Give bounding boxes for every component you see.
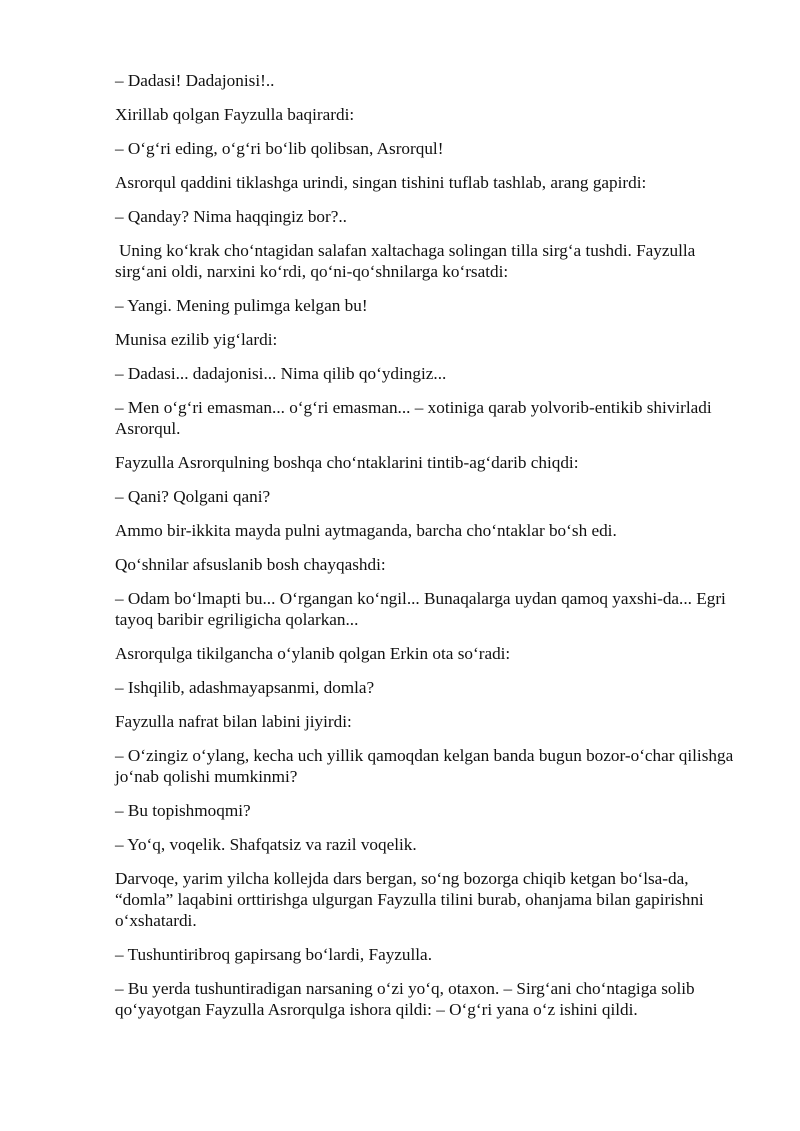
paragraph-5: – Qanday? Nima haqqingiz bor?.. [115,207,347,226]
paragraph-17: – Ishqilib, adashmayapsanmi, domla? [115,678,375,697]
paragraph-20: – Bu topishmoqmi? [115,801,251,820]
paragraph-4: Asrorqul qaddini tiklashga urindi, singan tishini tuflab tashlab, arang gapirdi: [115,173,647,192]
paragraph-1: – Dadasi! Dadajonisi!.. [115,71,275,90]
paragraph-9: – Dadasi... dadajonisi... Nima qilib qo‘ydingiz... [115,364,447,383]
paragraph-24: – Bu yerda tushuntiradigan narsaning o‘zi yo‘q, otaxon. – Sirg‘ani cho‘ntagiga solib qo‘yayotgan Fayzulla Asrorqulga ishora qildi: – O‘g‘ri yana o‘z ishini qildi. [115,979,695,1019]
paragraph-3: – O‘g‘ri eding, o‘g‘ri bo‘lib qolibsan, Asrorqul! [115,139,444,158]
paragraph-21: – Yo‘q, voqelik. Shafqatsiz va razil voqelik. [115,835,417,854]
paragraph-22: Darvoqe, yarim yilcha kollejda dars bergan, so‘ng bozorga chiqib ketgan bo‘lsa-da, “domla” laqabini orttirishga ulgurgan Fayzulla tilini burab, ohanjama bilan gapirishni o‘xshatardi. [115,869,704,930]
paragraph-13: Ammo bir-ikkita mayda pulni aytmaganda, barcha cho‘ntaklar bo‘sh edi. [115,521,617,540]
document-body [115,70,745,1033]
paragraph-15: – Odam bo‘lmapti bu... O‘rgangan ko‘ngil... Bunaqalarga uydan qamoq yaxshi-da... Egri tayoq baribir egriligicha qolarkan... [115,589,726,629]
paragraph-18: Fayzulla nafrat bilan labini jiyirdi: [115,712,352,731]
paragraph-23: – Tushuntiribroq gapirsang bo‘lardi, Fayzulla. [115,945,432,964]
paragraph-7: – Yangi. Mening pulimga kelgan bu! [115,296,368,315]
paragraph-2: Xirillab qolgan Fayzulla baqirardi: [115,105,355,124]
paragraph-19: – O‘zingiz o‘ylang, kecha uch yillik qamoqdan kelgan banda bugun bozor-o‘char qilishga jo‘nab qolishi mumkinmi? [115,746,734,786]
paragraph-11: Fayzulla Asrorqulning boshqa cho‘ntaklarini tintib-ag‘darib chiqdi: [115,453,579,472]
paragraph-12: – Qani? Qolgani qani? [115,487,271,506]
paragraph-6: Uning ko‘krak cho‘ntagidan salafan xaltachaga solingan tilla sirg‘a tushdi. Fayzulla sirg‘ani oldi, narxini ko‘rdi, qo‘ni-qo‘shnilarga ko‘rsatdi: [115,241,696,281]
paragraph-10: – Men o‘g‘ri emasman... o‘g‘ri emasman... – xotiniga qarab yolvorib-entikib shivirladi Asrorqul. [115,398,712,438]
paragraph-8: Munisa ezilib yig‘lardi: [115,330,278,349]
paragraph-14: Qo‘shnilar afsuslanib bosh chayqashdi: [115,555,386,574]
paragraph-16: Asrorqulga tikilgancha o‘ylanib qolgan Erkin ota so‘radi: [115,644,511,663]
